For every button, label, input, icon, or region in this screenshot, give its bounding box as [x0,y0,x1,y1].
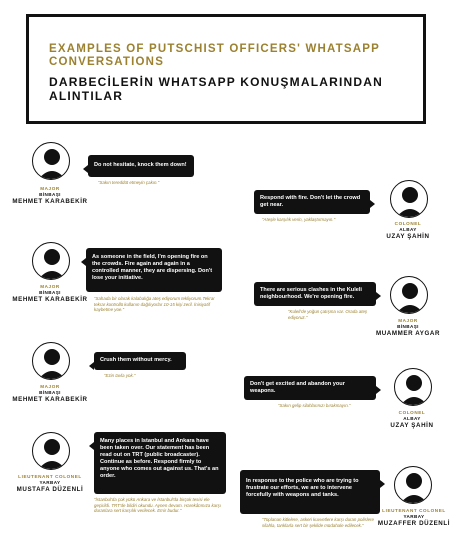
message-translation: "Ateşle karşılık verin, yaklaştırmayın." [262,217,336,222]
officer-rank-tr: YARBAY [39,480,61,485]
officer-silhouette-icon [390,180,428,218]
officer-rank: COLONEL [394,221,422,226]
officer-silhouette-icon [32,242,70,280]
message-bubble: Respond with fire. Don't let the crowd get near. [254,190,370,214]
officer-silhouette-icon [32,342,70,380]
officer-name: MUZAFFER DÜZENLİ [377,520,451,527]
officer-label [368,318,448,338]
officer-rank: MAJOR [40,186,60,191]
officer-rank-tr: BİNBAŞI [397,324,419,329]
officer-silhouette-icon [394,368,432,406]
officer-name: MUAMMER AYGAR [375,330,441,337]
officer-name: MUSTAFA DÜZENLİ [16,486,84,493]
message-bubble: Many places in Istanbul and Ankara have been taken over. Our statement has been read out on TRT (public broadcaster). Continue as before. Respond firmly to anyone who comes out against us. That's an order. [94,432,226,494]
officer-silhouette-icon [32,142,70,180]
message-bubble: As someone in the field, I'm opening fire on the crowds. Fire again and again in a controlled manner, they are dispersing. Don't lose your initiative. [86,248,222,292]
officer-silhouette-icon [32,432,70,470]
officer-rank: MAJOR [398,318,418,323]
officer-rank: MAJOR [40,284,60,289]
message-translation: "Sakın gelip silahlarınızı bırakmayın." [278,403,351,408]
officer-name: UZAY ŞAHİN [386,233,430,240]
officer-rank: COLONEL [398,410,426,415]
message-bubble: Do not hesitate, knock them down! [88,155,194,177]
officer-rank: MAJOR [40,384,60,389]
officer-name: UZAY ŞAHİN [390,422,434,429]
officer-rank-tr: BİNBAŞI [39,390,61,395]
title-turkish: DARBECİLERİN WHATSAPP KONUŞMALARINDAN ALINTILAR [49,75,383,103]
officer-label [10,384,90,404]
message-translation: "Kuleli'de yoğun çatışma var. Orada ateş ediyoruz." [288,309,368,320]
message-translation: "Sakın tereddüt etmeyin çakın." [98,180,160,185]
officer-rank: LIEUTENANT COLONEL [382,508,446,513]
message-bubble: Crush them without mercy. [94,352,186,370]
officer-rank-tr: YARBAY [403,514,425,519]
message-translation: "Ezin tavla yok." [104,373,136,378]
officer-label [4,474,96,494]
message-bubble: Don't get excited and abandon your weapons. [244,376,376,400]
officer-rank-tr: BİNBAŞI [39,290,61,295]
title-frame [26,14,426,124]
message-bubble: There are serious clashes in the Kuleli neighbourhood. We're opening fire. [254,282,376,306]
officer-name: MEHMET KARABEKİR [12,396,88,403]
officer-name: MEHMET KARABEKİR [12,198,88,205]
officer-label [10,186,90,206]
message-translation: "İstanbul'da çok yükü Ankara ve İstanbul'da birçok tesisi ele geçirildi. TRT'de bildiri okundu. Aynen devam. Harekâtımıza karşı duranlara sert karşılık verilecek. Emir budur." [94,497,221,514]
officer-label [368,221,448,241]
message-translation: "Toplanan kitlelere, askeri kuvvetlere karşı duran polislere silahla, tanklarla sert bir şekilde müdahale edilecek." [262,517,374,528]
message-bubble: In response to the police who are trying to frustrate our efforts, we are to intervene forcefully with weapons and tanks. [240,470,380,514]
message-translation: "Sahada bir olarak kalabalığa ateş ediyorum tekliyorum.Tekrar tekrar kontrollü kullanın dağılıyorlar 10-15 kişi zeril. İnisiyatif kaybetme yoe." [94,296,215,313]
officer-rank-tr: BİNBAŞI [39,192,61,197]
officer-silhouette-icon [390,276,428,314]
officer-rank-tr: ALBAY [403,416,421,421]
officer-rank-tr: ALBAY [399,227,417,232]
officer-label [366,508,462,528]
title-english: EXAMPLES OF PUTSCHIST OFFICERS' WHATSAPP CONVERSATIONS [49,43,380,68]
officer-label [372,410,452,430]
officer-label [10,284,90,304]
officer-rank: LIEUTENANT COLONEL [18,474,82,479]
officer-silhouette-icon [394,466,432,504]
officer-name: MEHMET KARABEKİR [12,296,88,303]
